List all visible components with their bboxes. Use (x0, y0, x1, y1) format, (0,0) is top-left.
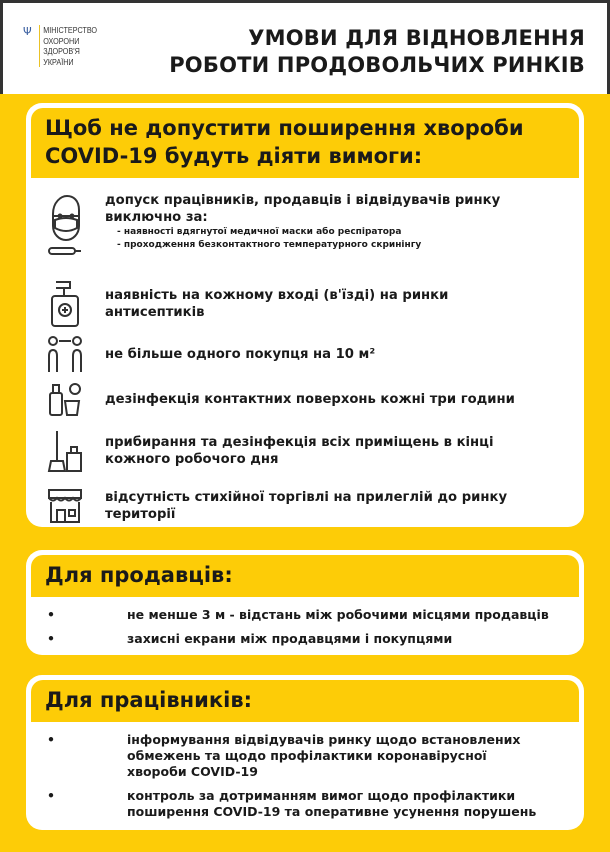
title-line: УМОВИ ДЛЯ ВІДНОВЛЕННЯ (248, 26, 585, 50)
header (0, 0, 610, 94)
list-item: • захисні екрани між продавцями і покупцями (47, 631, 453, 646)
requirement-item (45, 422, 579, 480)
workers-card (26, 675, 584, 830)
distance-icon (45, 334, 85, 374)
list-item-text: контроль за дотриманням вимог щодо профілактики поширення COVID-19 та оперативне усунення порушень (127, 788, 537, 819)
requirement-text: не більше одного покупця на 10 м² (105, 346, 376, 362)
logo-line: ОХОРОНИ (43, 35, 80, 46)
market-stall-icon (45, 486, 85, 526)
title-line: РОБОТИ ПРОДОВОЛЬЧИХ РИНКІВ (169, 53, 585, 77)
requirements-heading (31, 108, 579, 178)
requirement-subitem: - наявності вдягнутої медичної маски або респіратора (117, 227, 402, 237)
heading-line: Щоб не допустити поширення хвороби (45, 116, 524, 140)
sellers-heading: Для продавців: (31, 555, 579, 597)
requirement-item (45, 276, 579, 332)
list-item: • інформування відвідувачів ринку щодо встановлених обмежень та щодо профілактики коронавірусної хвороби COVID-19 (47, 732, 579, 780)
sellers-card (26, 550, 584, 655)
requirement-item (45, 376, 579, 422)
mask-thermometer-icon (45, 192, 85, 262)
list-item-text: захисні екрани між продавцями і покупцями (127, 631, 453, 646)
requirement-text: відсутність стихійної торгівлі на прилеглій до ринку території (105, 490, 508, 522)
sanitizer-icon (45, 279, 85, 329)
logo-line: УКРАЇНИ (43, 56, 74, 67)
requirement-item (45, 332, 579, 376)
trident-icon: Ψ (23, 25, 32, 38)
requirement-text: дезінфекція контактних поверхонь кожні три години (105, 391, 515, 407)
requirement-item (45, 480, 579, 532)
requirements-card (26, 103, 584, 527)
requirement-text: допуск працівників, продавців і відвідувачів ринку виключно за: (105, 193, 501, 225)
logo-line: МІНІСТЕРСТВО (43, 25, 98, 35)
list-item-text: інформування відвідувачів ринку щодо встановлених обмежень та щодо профілактики коронавірусної хвороби COVID-19 (127, 732, 521, 779)
cleaning-icon (45, 379, 85, 419)
requirement-text: прибирання та дезінфекція всіх приміщень в кінці кожного робочого дня (105, 435, 494, 467)
requirement-text: наявність на кожному вході (в'їзді) на ринки антисептиків (105, 288, 449, 320)
ministry-logo (23, 25, 107, 67)
page-title (169, 25, 585, 79)
list-item-text: не менше 3 м - відстань між робочими місцями продавців (127, 607, 549, 622)
list-item: • не менше 3 м - відстань між робочими місцями продавців (47, 607, 549, 622)
heading-line: COVID-19 будуть діяти вимоги: (45, 144, 423, 168)
mop-icon (45, 431, 85, 471)
workers-heading: Для працівників: (31, 680, 579, 722)
list-item: • контроль за дотриманням вимог щодо профілактики поширення COVID-19 та оперативне усунення порушень (47, 788, 579, 820)
requirement-subitem: - проходження безконтактного температурного скринінгу (117, 240, 422, 250)
logo-line: ЗДОРОВ'Я (43, 46, 80, 56)
requirement-item (45, 192, 579, 276)
